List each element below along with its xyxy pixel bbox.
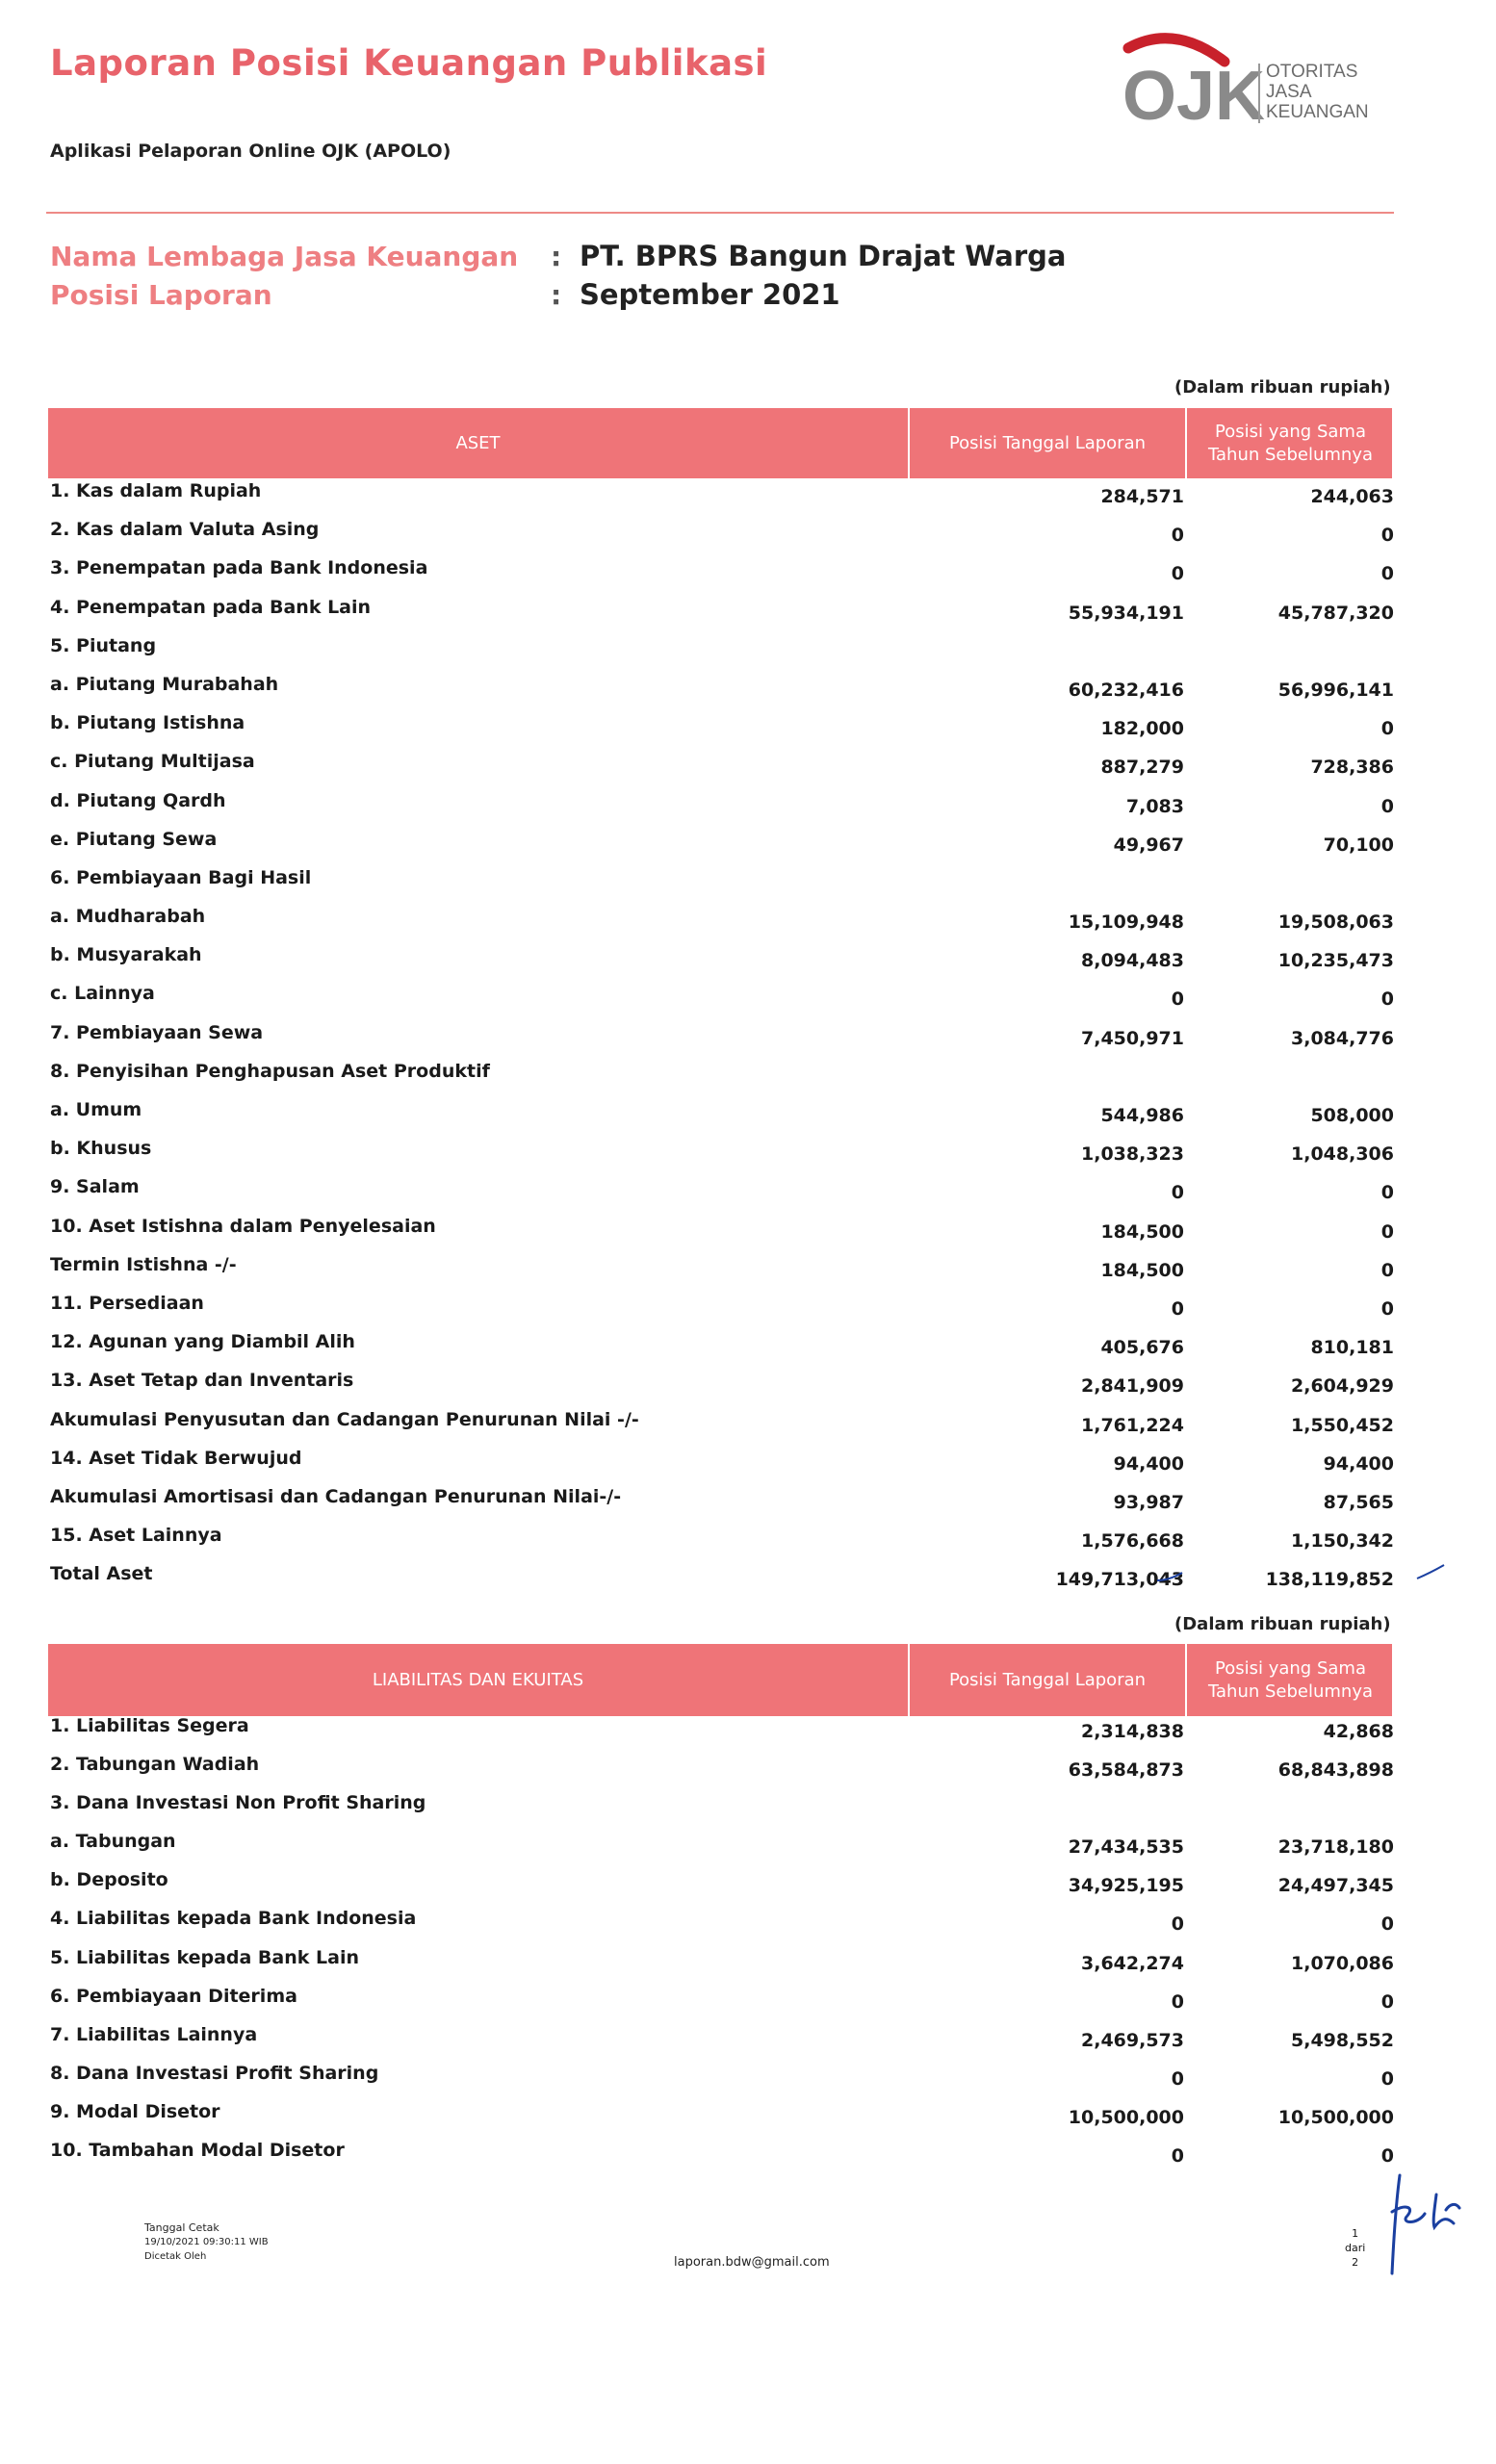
page-number: [1345, 2226, 1365, 2270]
row-previous-value: 0: [1380, 2145, 1394, 2168]
row-previous-value: 23,718,180: [1277, 1836, 1394, 1859]
row-previous-value: 0: [1380, 2067, 1394, 2090]
institution-colon: :: [551, 241, 562, 272]
row-label: 1. Kas dalam Rupiah: [50, 480, 262, 501]
row-previous-value: 0: [1380, 795, 1394, 817]
col-previous-header: Posisi yang Sama Tahun Sebelumnya: [1185, 408, 1394, 478]
row-previous-value: 1,550,452: [1291, 1414, 1394, 1436]
table-row: [50, 595, 1394, 633]
table-row: [50, 1713, 1394, 1752]
row-previous-value: 0: [1380, 988, 1394, 1011]
row-label: 7. Liabilitas Lainnya: [50, 2023, 258, 2045]
row-current-value: 149,713,043: [1055, 1569, 1184, 1591]
liabilities-table-body: [50, 1713, 1394, 2176]
row-current-value: 2,469,573: [1081, 2029, 1184, 2051]
row-label: Termin Istishna -/-: [50, 1253, 237, 1275]
table-row: [50, 942, 1394, 981]
unit-note-assets: (Dalam ribuan rupiah): [1174, 377, 1391, 398]
ojk-logo-mark: OJK: [1122, 58, 1266, 133]
row-previous-value: 1,150,342: [1291, 1530, 1394, 1553]
table-row: [50, 1446, 1394, 1484]
institution-value: PT. BPRS Bangun Drajat Warga: [580, 240, 1067, 272]
row-previous-value: 0: [1380, 525, 1394, 547]
page-of: dari: [1345, 2242, 1366, 2254]
row-current-value: 34,925,195: [1068, 1875, 1184, 1897]
row-label: 13. Aset Tetap dan Inventaris: [50, 1370, 354, 1392]
row-label: 10. Tambahan Modal Disetor: [50, 2140, 345, 2162]
row-previous-value: 0: [1380, 1913, 1394, 1936]
row-label: 4. Liabilitas kepada Bank Indonesia: [50, 1908, 417, 1930]
row-label: b. Piutang Istishna: [50, 712, 245, 734]
row-previous-value: 508,000: [1310, 1105, 1394, 1126]
row-current-value: 182,000: [1100, 718, 1184, 740]
row-current-value: 2,841,909: [1081, 1375, 1184, 1398]
col-current-header: Posisi Tanggal Laporan: [908, 408, 1185, 478]
table-row: [50, 672, 1394, 710]
table-row: [50, 1097, 1394, 1136]
row-previous-value: 0: [1380, 1220, 1394, 1243]
row-current-value: 887,279: [1100, 757, 1184, 779]
row-current-value: 405,676: [1100, 1337, 1184, 1359]
row-previous-value: 138,119,852: [1265, 1569, 1394, 1591]
row-current-value: 0: [1171, 2145, 1184, 2168]
row-label: a. Mudharabah: [50, 906, 206, 928]
row-label: 4. Penempatan pada Bank Lain: [50, 596, 372, 618]
row-label: 8. Penyisihan Penghapusan Aset Produktif: [50, 1060, 490, 1082]
row-previous-value: 1,070,086: [1291, 1952, 1394, 1974]
report-subtitle: Aplikasi Pelaporan Online OJK (APOLO): [50, 141, 451, 162]
table-row: [50, 1020, 1394, 1059]
row-label: 9. Salam: [50, 1176, 140, 1198]
table-row: [50, 1945, 1394, 1984]
row-current-value: 0: [1171, 988, 1184, 1011]
signature-mark: [1379, 2166, 1465, 2281]
table-row: [50, 2022, 1394, 2061]
row-label: b. Musyarakah: [50, 944, 202, 966]
table-row: [50, 1214, 1394, 1252]
row-current-value: 1,761,224: [1081, 1414, 1184, 1436]
row-previous-value: 94,400: [1323, 1452, 1394, 1475]
row-current-value: 94,400: [1113, 1452, 1184, 1475]
row-previous-value: 56,996,141: [1277, 679, 1394, 701]
row-current-value: 0: [1171, 525, 1184, 547]
row-previous-value: 5,498,552: [1291, 2029, 1394, 2051]
row-label: 11. Persediaan: [50, 1292, 204, 1314]
table-row: [50, 865, 1394, 904]
table-row: [50, 1291, 1394, 1329]
table-row: [50, 633, 1394, 672]
row-label: 9. Modal Disetor: [50, 2100, 220, 2122]
row-label: 10. Aset Istishna dalam Penyelesaian: [50, 1215, 436, 1237]
row-current-value: 2,314,838: [1081, 1721, 1184, 1742]
row-previous-value: 45,787,320: [1277, 602, 1394, 624]
row-previous-value: 810,181: [1310, 1337, 1394, 1359]
row-current-value: 544,986: [1100, 1105, 1184, 1126]
table-row: [50, 981, 1394, 1019]
table-row: [50, 1752, 1394, 1790]
row-current-value: 15,109,948: [1068, 911, 1184, 934]
row-previous-value: 0: [1380, 718, 1394, 740]
assets-heading: ASET: [455, 432, 501, 453]
table-row: [50, 1136, 1394, 1174]
table-row: [50, 904, 1394, 942]
row-label: a. Piutang Murabahah: [50, 673, 279, 695]
print-info: [144, 2220, 269, 2264]
period-label: Posisi Laporan: [50, 279, 272, 311]
table-row: [50, 1984, 1394, 2022]
row-label: 5. Liabilitas kepada Bank Lain: [50, 1946, 359, 1968]
row-label: 2. Kas dalam Valuta Asing: [50, 519, 320, 541]
table-row: [50, 1368, 1394, 1406]
row-current-value: 1,576,668: [1081, 1530, 1184, 1553]
row-label: 1. Liabilitas Segera: [50, 1715, 249, 1736]
row-previous-value: 3,084,776: [1291, 1027, 1394, 1049]
table-row: [50, 1252, 1394, 1291]
row-current-value: 0: [1171, 2067, 1184, 2090]
row-label: a. Tabungan: [50, 1831, 176, 1853]
table-row: [50, 478, 1394, 517]
row-label: 7. Pembiayaan Sewa: [50, 1021, 264, 1043]
table-row: [50, 1484, 1394, 1523]
row-current-value: 63,584,873: [1068, 1759, 1184, 1782]
row-previous-value: 244,063: [1310, 486, 1394, 507]
table-row: [50, 1329, 1394, 1368]
table-row: [50, 1174, 1394, 1213]
row-label: a. Umum: [50, 1099, 142, 1120]
table-row: [50, 749, 1394, 787]
row-previous-value: 42,868: [1323, 1721, 1394, 1742]
row-current-value: 7,083: [1125, 795, 1184, 817]
row-label: Total Aset: [50, 1563, 153, 1585]
print-date-label: Tanggal Cetak: [144, 2221, 219, 2234]
row-label: 15. Aset Lainnya: [50, 1525, 222, 1547]
row-previous-value: 0: [1380, 1990, 1394, 2013]
row-previous-value: 68,843,898: [1277, 1759, 1394, 1782]
table-row: [50, 1790, 1394, 1829]
table-row: [50, 1829, 1394, 1867]
row-label: 3. Dana Investasi Non Profit Sharing: [50, 1792, 426, 1814]
row-current-value: 1,038,323: [1081, 1143, 1184, 1166]
table-row: [50, 1867, 1394, 1906]
row-current-value: 284,571: [1100, 486, 1184, 507]
assets-table-body: [50, 478, 1394, 1600]
liabilities-table-header: [48, 1644, 1392, 1716]
table-row: [50, 1561, 1394, 1600]
row-current-value: 7,450,971: [1081, 1027, 1184, 1049]
period-colon: :: [551, 279, 562, 311]
period-value: September 2021: [580, 278, 840, 311]
row-label: 6. Pembiayaan Diterima: [50, 1985, 297, 2007]
header-divider: [46, 212, 1394, 214]
row-previous-value: 0: [1380, 563, 1394, 585]
col-previous-header: Posisi yang Sama Tahun Sebelumnya: [1185, 1644, 1394, 1716]
table-row: [50, 788, 1394, 827]
row-current-value: 0: [1171, 1913, 1184, 1936]
table-row: [50, 1059, 1394, 1097]
logo-line-1: OTORITAS: [1266, 62, 1358, 82]
print-date-value: 19/10/2021 09:30:11 WIB: [144, 2237, 269, 2247]
row-previous-value: 10,235,473: [1277, 950, 1394, 972]
row-label: 14. Aset Tidak Berwujud: [50, 1447, 302, 1469]
table-row: [50, 2099, 1394, 2138]
row-current-value: 184,500: [1100, 1220, 1184, 1243]
row-label: b. Khusus: [50, 1138, 152, 1160]
row-label: e. Piutang Sewa: [50, 828, 218, 850]
row-previous-value: 0: [1380, 1182, 1394, 1204]
col-current-header: Posisi Tanggal Laporan: [908, 1644, 1185, 1716]
row-current-value: 49,967: [1113, 834, 1184, 856]
row-label: 5. Piutang: [50, 634, 157, 656]
row-current-value: 55,934,191: [1068, 602, 1184, 624]
row-current-value: 27,434,535: [1068, 1836, 1184, 1859]
row-previous-value: 1,048,306: [1291, 1143, 1394, 1166]
row-previous-value: 87,565: [1323, 1491, 1394, 1513]
table-row: [50, 710, 1394, 749]
row-current-value: 93,987: [1113, 1491, 1184, 1513]
row-current-value: 0: [1171, 563, 1184, 585]
row-label: c. Piutang Multijasa: [50, 751, 255, 773]
page-current: 1: [1352, 2227, 1359, 2240]
printed-by-label: Dicetak Oleh: [144, 2251, 207, 2262]
row-previous-value: 0: [1380, 1259, 1394, 1281]
table-row: [50, 2061, 1394, 2099]
row-current-value: 0: [1171, 1182, 1184, 1204]
table-row: [50, 827, 1394, 865]
assets-table-header: [48, 408, 1392, 478]
row-current-value: 60,232,416: [1068, 679, 1184, 701]
row-previous-value: 24,497,345: [1277, 1875, 1394, 1897]
logo-line-3: KEUANGAN: [1266, 102, 1369, 122]
row-label: d. Piutang Qardh: [50, 789, 226, 811]
row-current-value: 3,642,274: [1081, 1952, 1184, 1974]
report-title: Laporan Posisi Keuangan Publikasi: [50, 42, 768, 84]
table-row: [50, 1523, 1394, 1561]
liabilities-heading: LIABILITAS DAN EKUITAS: [372, 1669, 584, 1690]
row-label: 8. Dana Investasi Profit Sharing: [50, 2062, 379, 2084]
row-previous-value: 10,500,000: [1277, 2106, 1394, 2128]
row-label: Akumulasi Amortisasi dan Cadangan Penurunan Nilai-/-: [50, 1485, 622, 1507]
row-previous-value: 70,100: [1323, 834, 1394, 856]
row-current-value: 184,500: [1100, 1259, 1184, 1281]
footer-email: laporan.bdw@gmail.com: [674, 2255, 830, 2270]
page-total: 2: [1352, 2256, 1359, 2269]
table-row: [50, 517, 1394, 555]
row-label: Akumulasi Penyusutan dan Cadangan Penurunan Nilai -/-: [50, 1408, 639, 1430]
row-previous-value: 728,386: [1310, 757, 1394, 779]
row-current-value: 10,500,000: [1068, 2106, 1184, 2128]
row-previous-value: 2,604,929: [1291, 1375, 1394, 1398]
check-mark-icon: [1153, 1567, 1192, 1586]
row-label: b. Deposito: [50, 1869, 168, 1891]
row-label: 3. Penempatan pada Bank Indonesia: [50, 557, 428, 579]
row-current-value: 0: [1171, 1297, 1184, 1320]
row-label: c. Lainnya: [50, 983, 155, 1005]
row-previous-value: 0: [1380, 1297, 1394, 1320]
table-row: [50, 1407, 1394, 1446]
row-current-value: 0: [1171, 1990, 1184, 2013]
row-previous-value: 19,508,063: [1277, 911, 1394, 934]
logo-line-2: JASA: [1266, 82, 1312, 102]
institution-label: Nama Lembaga Jasa Keuangan: [50, 241, 519, 272]
ojk-logo-text: [1266, 62, 1369, 122]
unit-note-liabilities: (Dalam ribuan rupiah): [1174, 1614, 1391, 1634]
row-label: 12. Agunan yang Diambil Alih: [50, 1331, 355, 1353]
table-row: [50, 2138, 1394, 2176]
table-row: [50, 1906, 1394, 1944]
check-mark-icon: [1413, 1563, 1452, 1582]
row-current-value: 8,094,483: [1081, 950, 1184, 972]
table-row: [50, 555, 1394, 594]
row-label: 6. Pembiayaan Bagi Hasil: [50, 866, 312, 888]
row-label: 2. Tabungan Wadiah: [50, 1754, 260, 1776]
